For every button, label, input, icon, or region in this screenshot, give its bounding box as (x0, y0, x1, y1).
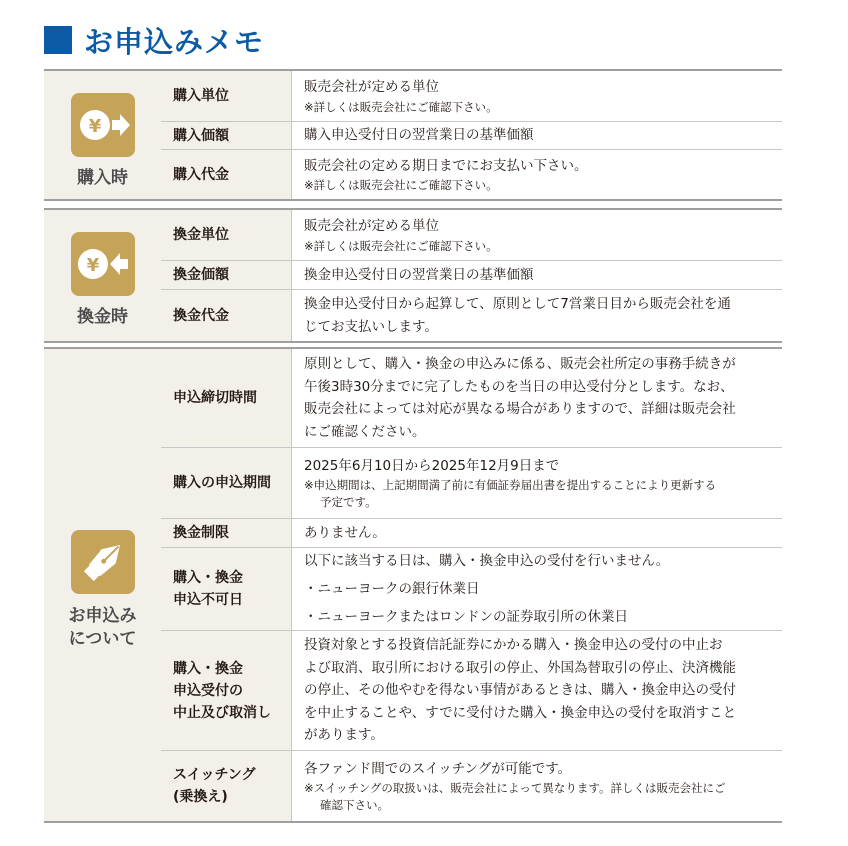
table-row (161, 631, 782, 751)
yen-arrow-out-icon (71, 232, 135, 296)
application-category (44, 349, 162, 821)
row-label: 購入単位 (161, 71, 292, 121)
svg-text:¥: ¥ (88, 116, 102, 137)
table-row (161, 261, 782, 290)
row-note: ※詳しくは販売会社にご確認下さい。 (304, 238, 498, 253)
row-content (304, 290, 776, 341)
bullet-item: ・ニューヨークの銀行休業日 (304, 581, 480, 597)
row-text: 販売会社が定める単位 (304, 218, 439, 235)
row-text: 2025年6月10日から2025年12月9日まで (304, 457, 560, 474)
table-row (161, 548, 782, 631)
table-row (161, 290, 782, 341)
row-content (304, 122, 776, 149)
table-row (161, 210, 782, 261)
row-label: 換金制限 (161, 519, 292, 547)
table-row (161, 71, 782, 122)
row-text: 購入申込受付日の翌営業日の基準価額 (304, 127, 534, 144)
row-text-line: があります。 (304, 727, 384, 744)
row-text: 換金申込受付日の翌営業日の基準価額 (304, 266, 534, 283)
row-content (304, 210, 776, 260)
page-header (44, 20, 264, 60)
row-label-line: 購入・換金 (173, 660, 243, 677)
row-note: ※詳しくは販売会社にご確認下さい。 (304, 99, 498, 114)
row-label-line: 中止及び取消し (173, 704, 271, 721)
table-row (161, 519, 782, 548)
row-text: 以下に該当する日は、購入・換金申込の受付を行いません。 (304, 553, 670, 569)
row-content (304, 548, 776, 630)
row-label: 換金代金 (161, 290, 292, 341)
row-content (304, 71, 776, 121)
row-note-line: ※申込期間は、上記期間満了前に有価証券届出書を提出することにより更新する (304, 478, 717, 493)
row-content (304, 751, 776, 821)
table-row (161, 751, 782, 821)
row-label-line: 申込受付の (173, 682, 243, 699)
row-text-line: 原則として、購入・換金の申込みに係る、販売会社所定の事務手続きが (304, 356, 736, 372)
row-label: 購入代金 (161, 150, 292, 199)
row-content (304, 631, 776, 750)
row-content (304, 519, 776, 547)
row-text: 販売会社が定める単位 (304, 79, 439, 96)
row-label: 購入価額 (161, 122, 292, 149)
table-row (161, 448, 782, 519)
row-content (304, 349, 776, 447)
fountain-pen-icon (71, 530, 135, 594)
title-marker (44, 26, 72, 54)
row-label-line: スイッチング (173, 767, 256, 783)
row-content (304, 150, 776, 199)
row-text: ありません。 (304, 524, 386, 541)
row-note-line: 確認下さい。 (320, 798, 389, 813)
purchase-category (44, 71, 162, 199)
bullet-item: ・ニューヨークまたはロンドンの証券取引所の休業日 (304, 609, 628, 625)
row-text-line: 換金申込受付日から起算して、原則として7営業日目から販売会社を通 (304, 296, 731, 312)
table-row (161, 349, 782, 448)
row-text-line: じてお支払いします。 (304, 318, 438, 335)
row-label (161, 751, 292, 821)
row-note: ※詳しくは販売会社にご確認下さい。 (304, 178, 498, 193)
row-label-line: (乗換え) (173, 789, 228, 805)
row-label: 換金価額 (161, 261, 292, 289)
redemption-category (44, 210, 162, 341)
row-label: 換金単位 (161, 210, 292, 260)
application-section (44, 347, 782, 823)
svg-text:¥: ¥ (86, 255, 100, 276)
row-text-line: を中止することや、すでに受付けた購入・換金申込の受付を取消すこと (304, 704, 737, 721)
yen-arrow-in-icon (71, 93, 135, 157)
table-row (161, 122, 782, 150)
application-label-line2: について (68, 629, 137, 649)
row-label (161, 548, 292, 630)
row-note-line: 予定です。 (320, 495, 377, 510)
row-content (304, 261, 776, 289)
row-text-line: 販売会社によっては対応が異なる場合がありますので、詳細は販売会社 (304, 401, 736, 417)
row-label (161, 631, 292, 750)
purchase-section (44, 69, 782, 201)
application-label-line1: お申込み (68, 606, 137, 626)
row-text: 販売会社の定める期日までにお支払い下さい。 (304, 157, 588, 174)
row-label-line: 購入・換金 (173, 570, 243, 586)
purchase-label: 購入時 (77, 168, 128, 188)
row-text-line: の停止、その他やむを得ない事情があるときは、購入・換金申込の受付 (304, 682, 736, 699)
row-label-line: 申込不可日 (173, 592, 243, 608)
row-text-line: にご確認ください。 (304, 423, 426, 440)
redemption-label: 換金時 (77, 307, 128, 327)
row-text: 各ファンド間でのスイッチングが可能です。 (304, 760, 572, 777)
row-label: 申込締切時間 (161, 349, 292, 447)
table-row (161, 150, 782, 199)
row-text-line: 午後3時30分までに完了したものを当日の申込受付分とします。なお、 (304, 378, 734, 395)
row-text-line: 投資対象とする投資信託証券にかかる購入・換金申込の受付の中止お (304, 637, 723, 654)
page-title: お申込みメモ (84, 24, 265, 59)
row-label: 購入の申込期間 (161, 448, 292, 518)
row-note-line: ※スイッチングの取扱いは、販売会社によって異なります。詳しくは販売会社にご (304, 781, 726, 796)
redemption-section (44, 208, 782, 343)
row-text-line: よび取消、取引所における取引の停止、外国為替取引の停止、決済機能 (304, 659, 736, 676)
row-content (304, 448, 776, 518)
